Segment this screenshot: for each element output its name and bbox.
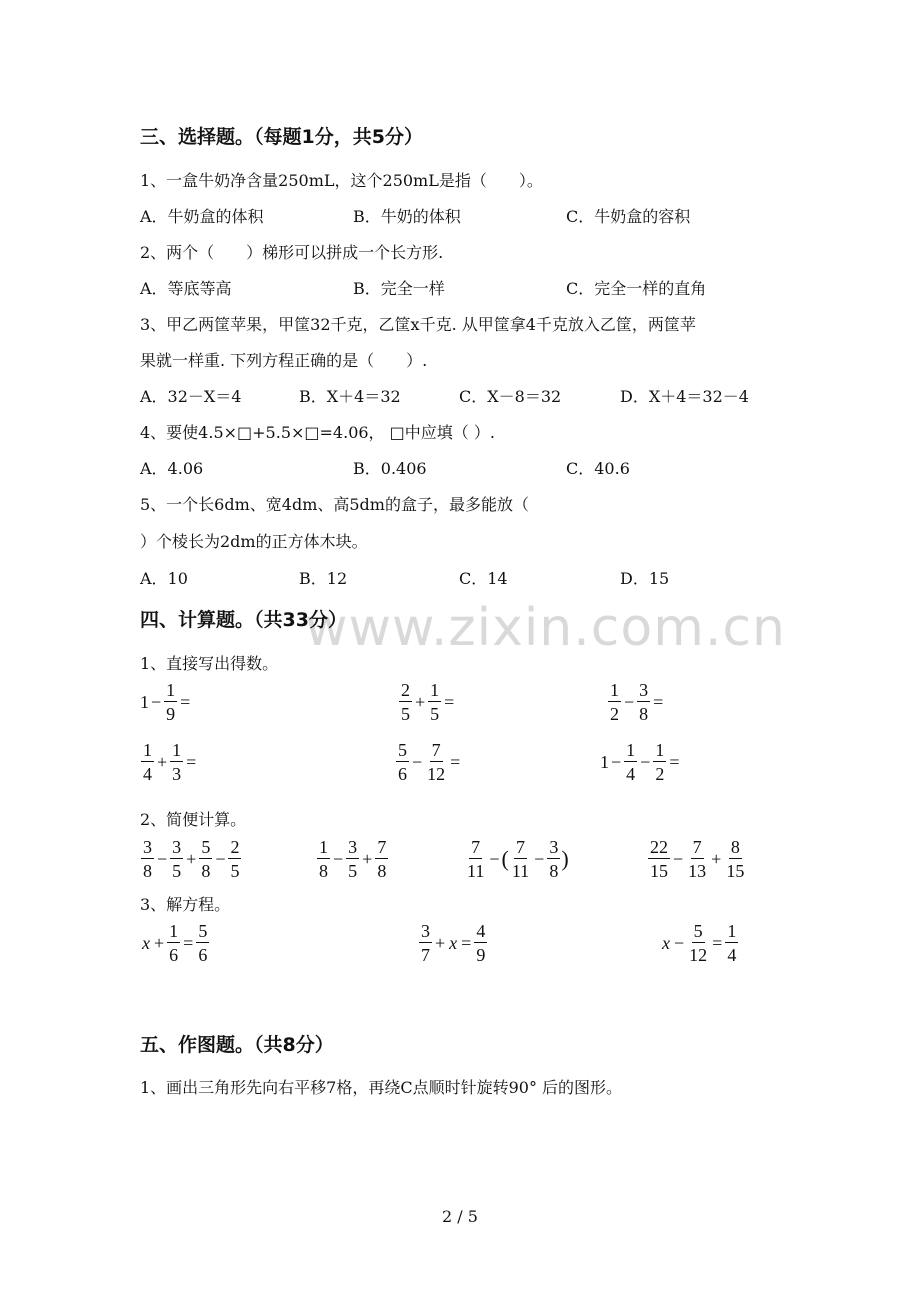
- fraction: $\frac{7}{8}$: [377, 837, 387, 881]
- fraction: $\frac{5}{6}$: [198, 921, 208, 965]
- question-5-stem-line2: ）个棱长为2dm的正方体木块。: [140, 532, 368, 551]
- fraction: $\frac{2}{5}$: [230, 837, 240, 881]
- q5-option-c: C．14: [459, 569, 508, 588]
- equation-1: x + $\frac{1}{6}$ = $\frac{5}{6}$: [142, 921, 208, 965]
- q1-option-c: C．牛奶盒的容积: [566, 207, 691, 226]
- equation-3: x − $\frac{5}{12}$ = $\frac{1}{4}$: [662, 921, 737, 965]
- q2-option-a: A．等底等高: [140, 279, 232, 298]
- fraction: $\frac{4}{9}$: [476, 921, 486, 965]
- q1-option-a: A．牛奶盒的体积: [140, 207, 264, 226]
- calc-part-1-title: 1、直接写出得数。: [140, 654, 279, 673]
- fraction: $\frac{5}{8}$: [201, 837, 211, 881]
- fraction: $\frac{22}{15}$: [650, 837, 668, 881]
- q3-option-b: B．X＋4＝32: [299, 387, 401, 406]
- calc-expr-3: $\frac{1}{2}$ − $\frac{3}{8}$ =: [610, 680, 664, 724]
- q4-option-a: A．4.06: [140, 459, 204, 478]
- calc-expr-1: 1 − $\frac{1}{9}$ =: [140, 680, 191, 724]
- question-3-stem-line2: 果就一样重. 下列方程正确的是（ ）.: [140, 351, 428, 370]
- fraction: $\frac{1}{4}$: [143, 740, 152, 784]
- fraction: $\frac{3}{5}$: [348, 837, 358, 881]
- calc-expr-5: $\frac{5}{6}$ − $\frac{7}{12}$ =: [398, 740, 461, 784]
- watermark: www.zixin.com.cn: [305, 598, 786, 658]
- fraction: $\frac{5}{6}$: [398, 740, 407, 784]
- fraction: $\frac{1}{4}$: [626, 740, 636, 784]
- calc-expr-6: 1 − $\frac{1}{4}$ − $\frac{1}{2}$ =: [600, 740, 680, 784]
- q5-option-a: A．10: [140, 569, 188, 588]
- fraction: $\frac{3}{5}$: [172, 837, 182, 881]
- question-3-stem-line1: 3、甲乙两筐苹果，甲筐32千克，乙筐x千克. 从甲筐拿4千克放入乙筐，两筐苹: [140, 315, 696, 334]
- fraction: $\frac{1}{2}$: [610, 680, 619, 724]
- question-4-stem: 4、要使4.5×□+5.5×□=4.06， □中应填（ ）.: [140, 423, 495, 442]
- q3-option-c: C．X－8＝32: [459, 387, 562, 406]
- fraction: $\frac{7}{13}$: [688, 837, 707, 881]
- question-2-stem: 2、两个（ ）梯形可以拼成一个长方形.: [140, 243, 444, 262]
- simplify-expr-3: $\frac{7}{11}$ − ( $\frac{7}{11}$ − $\frac{3}{8}$ ): [467, 837, 569, 881]
- q1-option-b: B．牛奶的体积: [353, 207, 461, 226]
- fraction: $\frac{8}{15}$: [726, 837, 745, 881]
- fraction: $\frac{5}{12}$: [689, 921, 708, 965]
- fraction: $\frac{3}{8}$: [549, 837, 559, 881]
- fraction: $\frac{1}{9}$: [166, 680, 176, 724]
- fraction: $\frac{3}{7}$: [421, 921, 430, 965]
- fraction: $\frac{7}{12}$: [427, 740, 446, 784]
- fraction: $\frac{3}{8}$: [143, 837, 152, 881]
- fraction: $\frac{7}{11}$: [467, 837, 485, 881]
- fraction: $\frac{7}{11}$: [511, 837, 530, 881]
- fraction: $\frac{2}{5}$: [401, 680, 410, 724]
- simplify-expr-4: $\frac{22}{15}$ − $\frac{7}{13}$ + $\frac{8}{15}$: [650, 837, 745, 881]
- q5-option-d: D．15: [620, 569, 670, 588]
- drawing-question-1: 1、画出三角形先向右平移7格，再绕C点顺时针旋转90° 后的图形。: [140, 1078, 623, 1097]
- q3-option-a: A．32－X＝4: [140, 387, 242, 406]
- fraction: $\frac{1}{8}$: [319, 837, 328, 881]
- section-title-drawing: 五、作图题。（共8分）: [140, 1034, 334, 1056]
- simplify-expr-1: $\frac{3}{8}$ − $\frac{3}{5}$ + $\frac{5}{8}$ − $\frac{2}{5}$: [143, 837, 240, 881]
- q3-option-d: D．X＋4＝32－4: [620, 387, 749, 406]
- q2-option-b: B．完全一样: [353, 279, 445, 298]
- page-number: 2 / 5: [442, 1207, 478, 1226]
- q5-option-b: B．12: [299, 569, 348, 588]
- section-title-choice: 三、选择题。（每题1分，共5分）: [140, 126, 423, 148]
- calc-part-2-title: 2、简便计算。: [140, 810, 247, 829]
- fraction: $\frac{1}{4}$: [727, 921, 737, 965]
- fraction: $\frac{1}{6}$: [169, 921, 179, 965]
- question-1-stem: 1、一盒牛奶净含量250mL，这个250mL是指（ ）。: [140, 171, 543, 190]
- q4-option-c: C．40.6: [566, 459, 630, 478]
- calc-expr-2: $\frac{2}{5}$ + $\frac{1}{5}$ =: [401, 680, 455, 724]
- section-title-calc: 四、计算题。（共33分）: [140, 609, 347, 631]
- fraction: $\frac{3}{8}$: [639, 680, 649, 724]
- fraction: $\frac{1}{5}$: [430, 680, 440, 724]
- simplify-expr-2: $\frac{1}{8}$ − $\frac{3}{5}$ + $\frac{7}{8}$: [319, 837, 387, 881]
- calc-expr-4: $\frac{1}{4}$ + $\frac{1}{3}$ =: [143, 740, 197, 784]
- fraction: $\frac{1}{3}$: [172, 740, 182, 784]
- q4-option-b: B．0.406: [353, 459, 427, 478]
- equation-2: $\frac{3}{7}$ + x = $\frac{4}{9}$: [421, 921, 486, 965]
- q2-option-c: C．完全一样的直角: [566, 279, 707, 298]
- fraction: $\frac{1}{2}$: [655, 740, 665, 784]
- calc-part-3-title: 3、解方程。: [140, 895, 231, 914]
- question-5-stem-line1: 5、一个长6dm、宽4dm、高5dm的盒子，最多能放（: [140, 495, 529, 514]
